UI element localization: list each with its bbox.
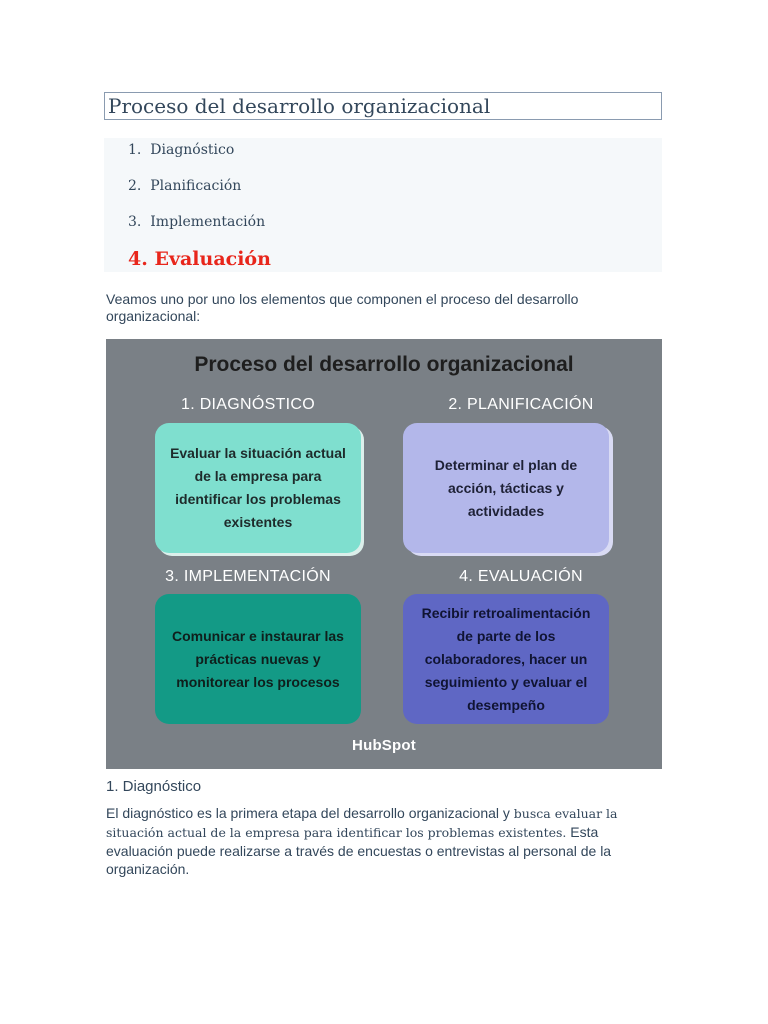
list-number: 2. [128,178,142,194]
step-card-text: Determinar el plan de acción, tácticas y actividades [434,456,578,519]
list-label: Diagnóstico [150,142,235,158]
list-label: Evaluación [154,248,271,270]
infographic-title: Proceso del desarrollo organizacional [194,353,574,376]
list-label: Planificación [150,178,242,194]
process-infographic [106,339,662,769]
body-text: Esta evaluación puede realizarse a través de encuestas o entrevistas al personal de la organización. [106,824,612,877]
list-number: 1. [128,142,142,158]
step-heading-evaluacion: 4. EVALUACIÓN [459,568,583,585]
step-card-planificacion [403,423,609,553]
list-item [128,178,241,194]
hubspot-logo: HubSpot [352,737,416,754]
step-heading-planificacion: 2. PLANIFICACIÓN [448,396,594,413]
step-card-text: Recibir retroalimentación de parte de los colaboradores, hacer un seguimiento y evaluar el desempeño [421,604,591,713]
step-card-evaluacion [403,594,609,724]
document-title: Proceso del desarrollo organizacional [104,92,662,120]
step-heading-implementacion: 3. IMPLEMENTACIÓN [165,568,331,585]
step-card-implementacion [155,594,361,724]
step-card-diagnostico [155,423,361,553]
section-heading: 1. Diagnóstico [106,778,202,795]
section-body [106,804,662,878]
step-heading-diagnostico: 1. DIAGNÓSTICO [181,396,315,413]
body-text: El diagnóstico es la primera etapa del desarrollo organizacional y [106,805,514,821]
list-item [128,214,265,230]
step-card-text: Comunicar e instaurar las prácticas nuevas y monitorear los procesos [172,627,344,690]
list-number: 3. [128,214,142,230]
intro-paragraph: Veamos uno por uno los elementos que componen el proceso del desarrollo organizacional: [106,291,579,324]
list-label: Implementación [150,214,266,230]
body-text-serif: busca evaluar la situación actual de la empresa para identificar los problemas existentes. [106,806,618,840]
list-number: 4. [128,248,148,270]
steps-list [104,138,662,272]
list-item [128,142,234,158]
step-card-text: Evaluar la situación actual de la empresa para identificar los problemas existentes [170,445,346,530]
list-item-active [128,248,271,270]
